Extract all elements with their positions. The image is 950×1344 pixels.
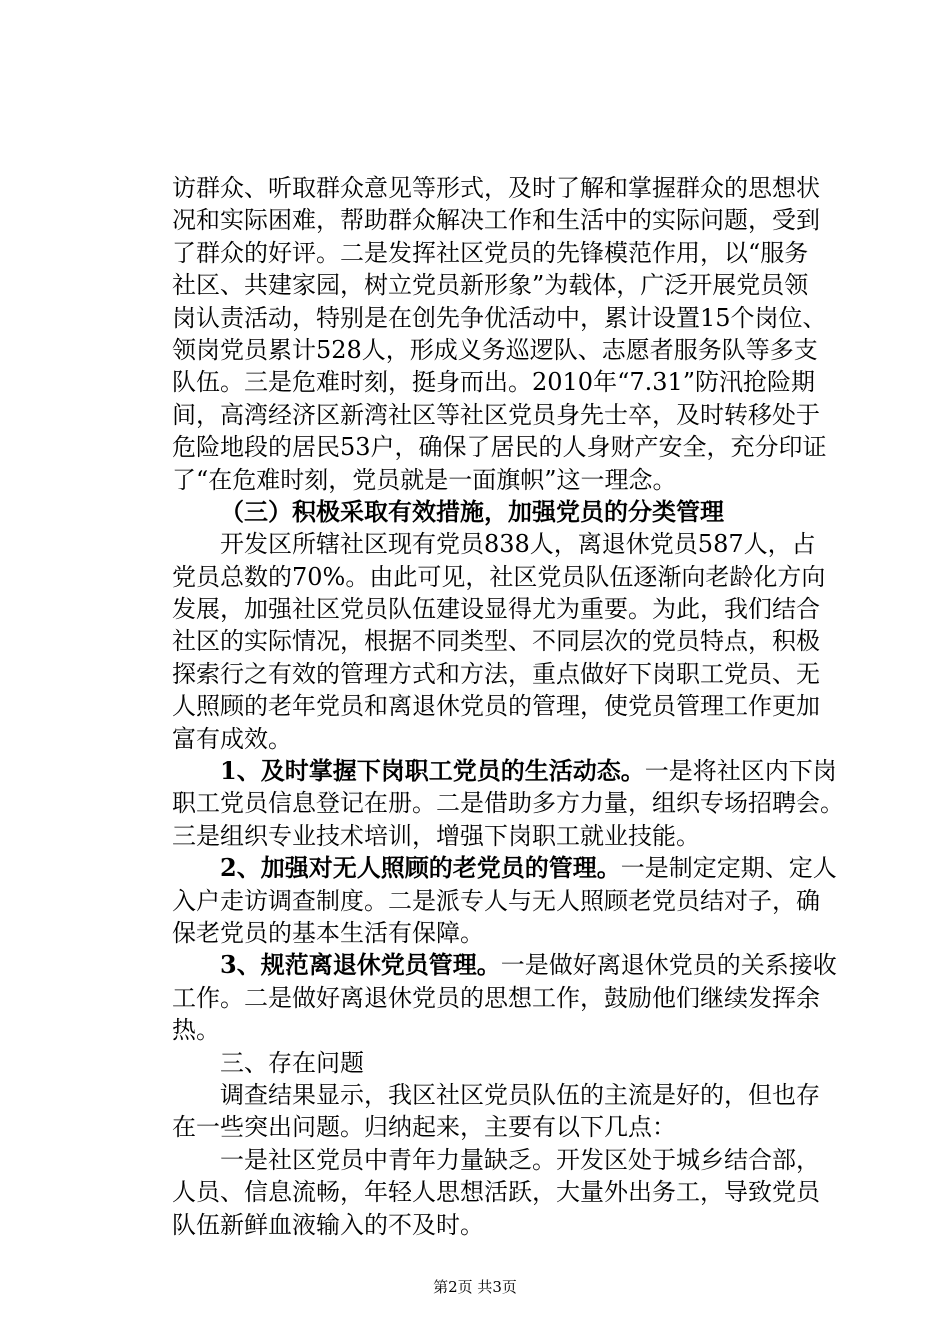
section-heading: （三）积极采取有效措施，加强党员的分类管理 bbox=[220, 496, 724, 526]
list-item-2 bbox=[172, 852, 837, 884]
list-item-2-text: 一是制定定期、定人 bbox=[620, 854, 837, 883]
text-line: 三是组织专业技术培训，增强下岗职工就业技能。 bbox=[172, 821, 700, 850]
list-item-3-text: 一是做好离退休党员的关系接收 bbox=[500, 951, 837, 980]
text-line: 社区、共建家园，树立党员新形象”为载体，广泛开展党员领 bbox=[172, 271, 809, 300]
text-line: 富有成效。 bbox=[172, 724, 292, 753]
text-line: 领岗党员累计528人，形成义务巡逻队、志愿者服务队等多支 bbox=[172, 335, 818, 364]
text-line: 况和实际困难，帮助群众解决工作和生活中的实际问题，受到 bbox=[172, 206, 820, 235]
text-line: 职工党员信息登记在册。二是借助多方力量，组织专场招聘会。 bbox=[172, 789, 844, 818]
text-line: 了“在危难时刻，党员就是一面旗帜”这一理念。 bbox=[172, 465, 677, 494]
list-item-2-title: 2、加强对无人照顾的老党员的管理。 bbox=[220, 853, 621, 883]
text-line: 人员、信息流畅，年轻人思想活跃，大量外出务工，导致党员 bbox=[172, 1178, 820, 1207]
text-line: 访群众、听取群众意见等形式，及时了解和掌握群众的思想状 bbox=[172, 174, 820, 202]
text-line: 队伍新鲜血液输入的不及时。 bbox=[172, 1210, 484, 1239]
text-line: 队伍。三是危难时刻，挺身而出。2010年“7.31”防汛抢险期 bbox=[172, 368, 816, 397]
body-text bbox=[172, 172, 844, 1241]
text-line: 探索行之有效的管理方式和方法，重点做好下岗职工党员、无 bbox=[172, 659, 820, 688]
text-line: 党员总数的70%。由此可见，社区党员队伍逐渐向老龄化方向 bbox=[172, 562, 826, 591]
text-line: 人照顾的老年党员和离退休党员的管理，使党员管理工作更加 bbox=[172, 692, 820, 721]
text-line: 开发区所辖社区现有党员838人，离退休党员587人，占 bbox=[220, 530, 816, 559]
text-line: 岗认责活动，特别是在创先争优活动中，累计设置15个岗位、 bbox=[172, 303, 827, 332]
text-line: 一是社区党员中青年力量缺乏。开发区处于城乡结合部， bbox=[220, 1145, 820, 1174]
text-line: 发展，加强社区党员队伍建设显得尤为重要。为此，我们结合 bbox=[172, 595, 820, 624]
list-item-1-title: 1、及时掌握下岗职工党员的生活动态。 bbox=[220, 756, 645, 786]
text-line: 在一些突出问题。归纳起来，主要有以下几点： bbox=[172, 1113, 676, 1142]
text-line: 热。 bbox=[172, 1016, 220, 1045]
text-line: 保老党员的基本生活有保障。 bbox=[172, 918, 484, 947]
text-line: 社区的实际情况，根据不同类型、不同层次的党员特点，积极 bbox=[172, 627, 820, 656]
text-line: 危险地段的居民53户，确保了居民的人身财产安全，充分印证 bbox=[172, 433, 827, 462]
list-item-3 bbox=[172, 949, 837, 981]
page-number-footer: 第2页 共3页 bbox=[433, 1278, 517, 1296]
text-line: 工作。二是做好离退休党员的思想工作，鼓励他们继续发挥余 bbox=[172, 983, 820, 1012]
text-line: 入户走访调查制度。二是派专人与无人照顾老党员结对子，确 bbox=[172, 886, 820, 915]
list-item-1 bbox=[172, 755, 837, 787]
text-line: 了群众的好评。二是发挥社区党员的先锋模范作用，以“服务 bbox=[172, 238, 809, 267]
section-heading-3: 三、存在问题 bbox=[220, 1048, 364, 1077]
list-item-3-title: 3、规范离退休党员管理。 bbox=[220, 950, 501, 980]
text-line: 间，高湾经济区新湾社区等社区党员身先士卒，及时转移处于 bbox=[172, 400, 820, 429]
list-item-1-text: 一是将社区内下岗 bbox=[644, 757, 837, 786]
text-line: 调查结果显示，我区社区党员队伍的主流是好的，但也存 bbox=[220, 1080, 820, 1109]
